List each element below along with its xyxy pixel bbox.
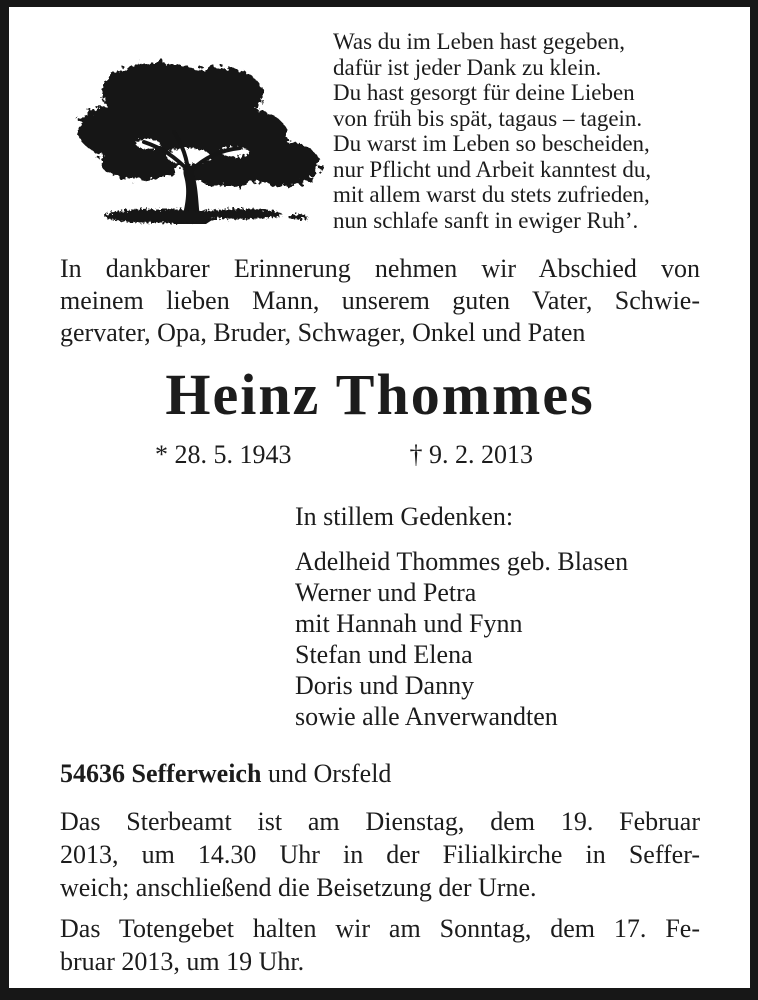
mourners-list: Adelheid Thommes geb. Blasen Werner und Petra mit Hannah und Fynn Stefan und Elena Doris und Danny sowie alle Anverwandten xyxy=(295,547,629,731)
remembrance-block xyxy=(295,501,700,732)
header-section xyxy=(60,29,700,233)
location-postal-town: 54636 Sefferweich xyxy=(60,759,262,788)
remembrance-heading: In stillem Gedenken: xyxy=(295,502,514,531)
birth-date: * 28. 5. 1943 xyxy=(155,440,292,469)
memorial-poem: Was du im Leben hast gegeben, dafür ist jeder Dank zu klein. Du hast gesorgt für deine Lieben von früh bis spät, tagaus – tagein. Du warst im Leben so bescheiden, nur Pflicht und Arbeit kanntest du, mit allem warst du stets zufrieden, nun schlafe sanft in ewiger Ruh’. xyxy=(333,29,652,233)
funeral-service-paragraph: Das Sterbeamt ist am Dienstag, dem 19. Februar 2013, um 14.30 Uhr in der Filialkirche in Seffer- weich; anschließend die Beisetzung der Urne. xyxy=(60,807,700,902)
deceased-name: Heinz Thommes xyxy=(165,362,595,427)
death-date: † 9. 2. 2013 xyxy=(409,440,533,469)
oak-tree-icon xyxy=(70,44,325,229)
prayer-paragraph: Das Totengebet halten wir am Sonntag, dem 17. Fe- bruar 2013, um 19 Uhr. xyxy=(60,914,700,976)
life-dates xyxy=(60,439,700,471)
farewell-paragraph: In dankbarer Erinnerung nehmen wir Abschied von meinem lieben Mann, unserem guten Vater, Schwie- gervater, Opa, Bruder, Schwager, Onkel und Paten xyxy=(60,254,700,347)
location-additional: und Orsfeld xyxy=(261,759,392,788)
location-line xyxy=(60,758,700,790)
